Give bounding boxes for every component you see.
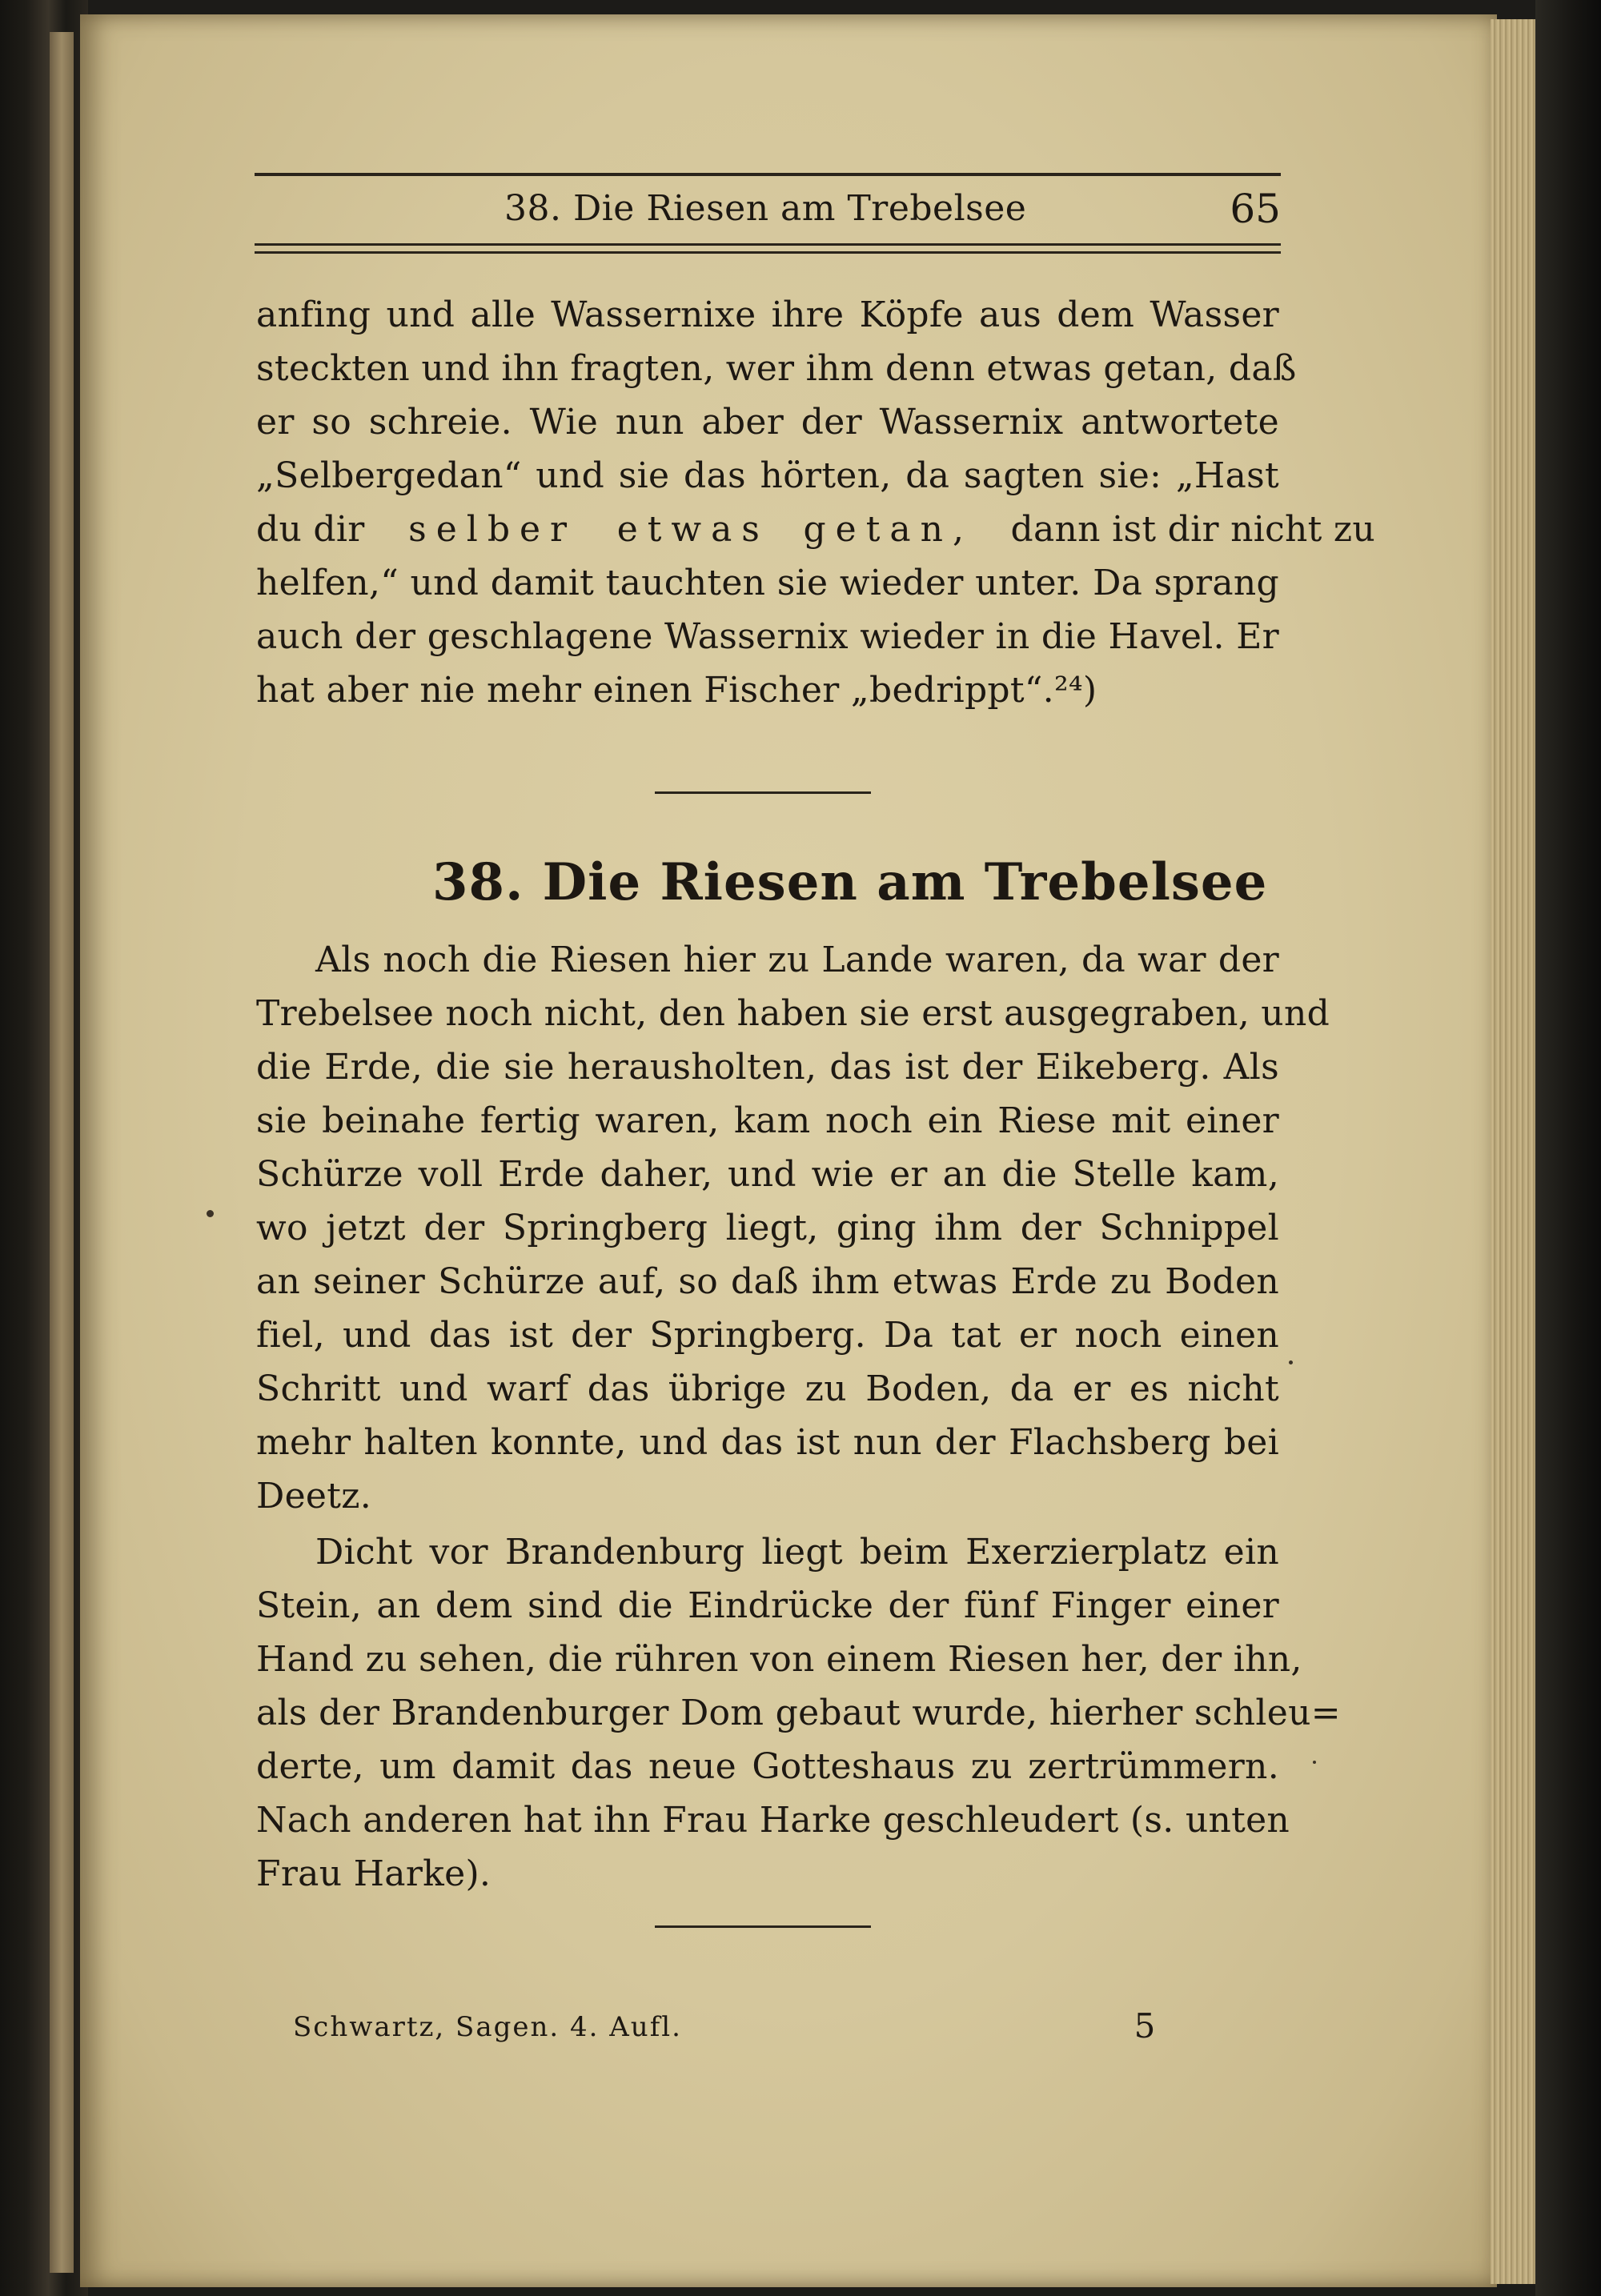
text-line: anfing und alle Wassernixe ihre Köpfe aus dem Wasser xyxy=(256,295,1279,335)
page-block-edges xyxy=(1491,19,1537,2284)
text-line: helfen,“ und damit tauchten sie wieder unter. Da sprang xyxy=(256,563,1279,603)
running-title: 38. Die Riesen am Trebelsee xyxy=(504,188,1027,229)
text-line: Stein, an dem sind die Eindrücke der fünf Finger einer xyxy=(256,1585,1279,1626)
text-line: Hand zu sehen, die rühren von einem Riesen her, der ihn, xyxy=(256,1639,1302,1680)
left-binding xyxy=(0,0,88,2296)
sheet-number: 5 xyxy=(1134,2006,1156,2046)
text-line: mehr halten konnte, und das ist nun der Flachsberg bei xyxy=(256,1422,1279,1463)
text-line: steckten und ihn fragten, wer ihm denn etwas getan, daß xyxy=(256,348,1297,389)
text-line: wo jetzt der Springberg liegt, ging ihm der Schnippel xyxy=(256,1208,1279,1248)
text-line: Frau Harke). xyxy=(256,1853,492,1894)
text-line: fiel, und das ist der Springberg. Da tat er noch einen xyxy=(256,1315,1279,1356)
text-segment: dann ist dir nicht zu xyxy=(1010,509,1376,550)
footer-divider xyxy=(655,1925,871,1928)
header-bottom-rule-2 xyxy=(255,251,1281,254)
text-line-spaced xyxy=(256,506,1376,554)
text-line: als der Brandenburger Dom gebaut wurde, hierher schleu= xyxy=(256,1693,1341,1733)
page-number: 65 xyxy=(1230,186,1281,232)
header-top-rule xyxy=(255,173,1281,176)
text-line: Schürze voll Erde daher, und wie er an die Stelle kam, xyxy=(256,1154,1279,1195)
text-segment: du dir xyxy=(256,509,365,550)
paper-speck xyxy=(1289,1360,1293,1364)
text-line: Trebelsee noch nicht, den haben sie erst ausgegraben, und xyxy=(256,993,1330,1034)
text-line: an seiner Schürze auf, so daß ihm etwas Erde zu Boden xyxy=(256,1261,1279,1302)
emphasized-word: getan, xyxy=(803,509,973,550)
text-line: er so schreie. Wie nun aber der Wassernix antwortete xyxy=(256,402,1279,443)
text-line: die Erde, die sie herausholten, das ist der Eikeberg. Als xyxy=(256,1047,1279,1088)
text-line: hat aber nie mehr einen Fischer „bedrippt“.²⁴) xyxy=(256,670,1097,711)
text-line: Schritt und warf das übrige zu Boden, da er es nicht xyxy=(256,1368,1279,1409)
paper-speck xyxy=(1313,1761,1316,1764)
text-line: „Selbergedan“ und sie das hörten, da sagten sie: „Hast xyxy=(256,455,1279,496)
text-line: Nach anderen hat ihn Frau Harke geschleudert (s. unten xyxy=(256,1800,1290,1841)
previous-page-edge xyxy=(50,32,74,2273)
text-line: derte, um damit das neue Gotteshaus zu zertrümmern. xyxy=(256,1746,1279,1787)
text-line: Als noch die Riesen hier zu Lande waren, da war der xyxy=(315,940,1279,980)
header-bottom-rule xyxy=(255,243,1281,246)
paper-speck xyxy=(207,1210,214,1217)
emphasized-word: etwas xyxy=(616,509,769,550)
emphasized-word: selber xyxy=(408,509,577,550)
section-heading: 38. Die Riesen am Trebelsee xyxy=(432,852,1268,912)
text-line: Dicht vor Brandenburg liegt beim Exerzierplatz ein xyxy=(315,1532,1279,1573)
text-line: sie beinahe fertig waren, kam noch ein Riese mit einer xyxy=(256,1100,1279,1141)
signature-line: Schwartz, Sagen. 4. Aufl. xyxy=(293,2011,682,2043)
section-divider xyxy=(655,791,871,794)
text-line: auch der geschlagene Wassernix wieder in die Havel. Er xyxy=(256,616,1279,657)
text-line: Deetz. xyxy=(256,1476,372,1517)
book-cover-edge xyxy=(1535,0,1601,2296)
